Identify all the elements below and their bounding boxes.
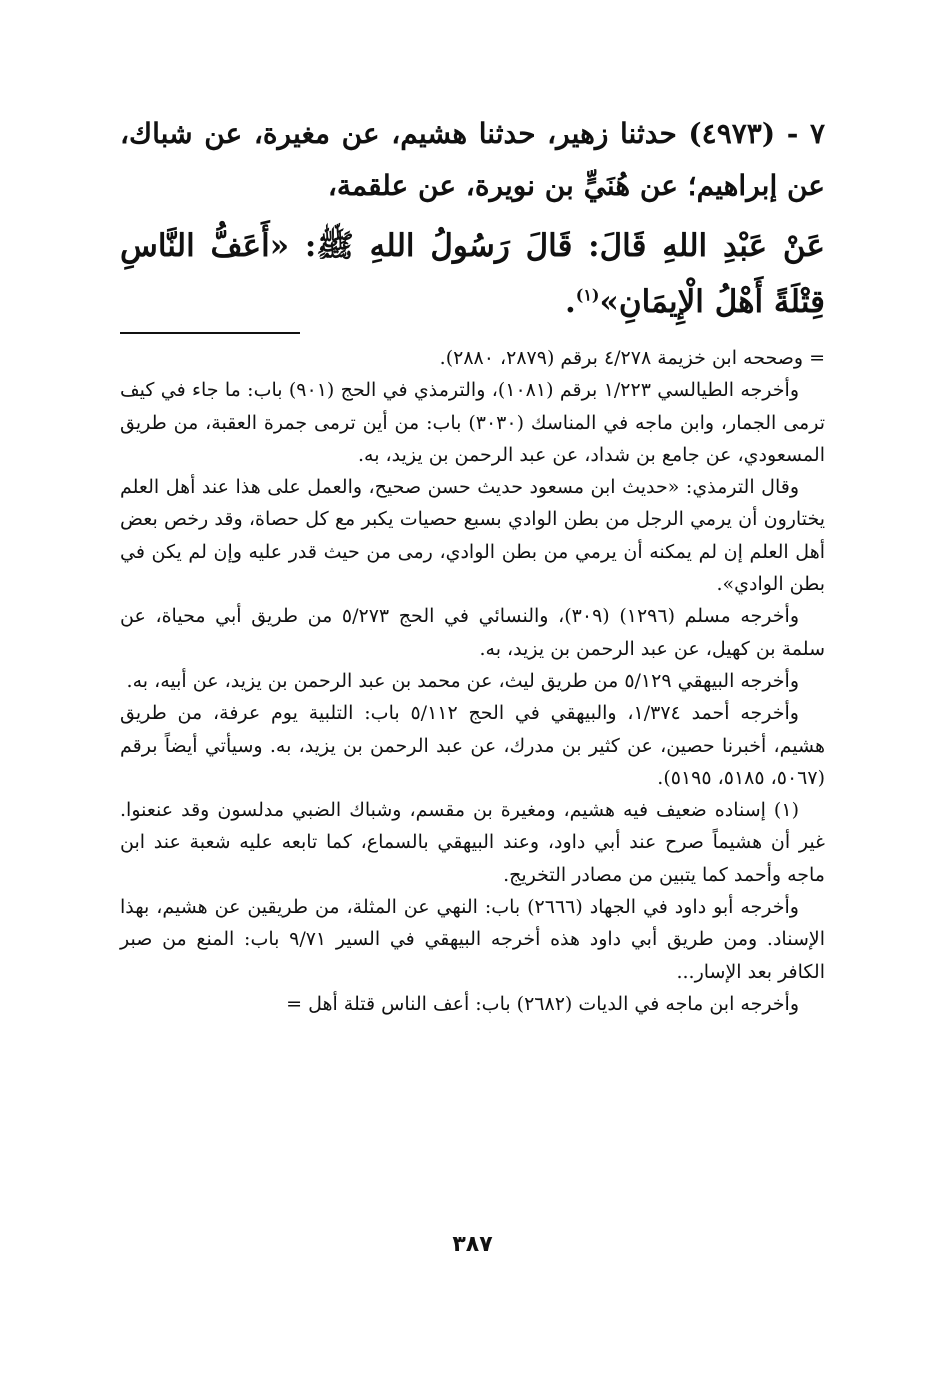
matn-intro: عَنْ عَبْدِ اللهِ قَالَ: قَالَ رَسُولُ اللهِ ﷺ: bbox=[289, 228, 825, 264]
notes-section bbox=[120, 342, 825, 1020]
matn-end: . bbox=[564, 284, 576, 320]
note-paragraph: وقال الترمذي: «حديث ابن مسعود حديث حسن صحيح، والعمل على هذا عند أهل العلم يختارون أن يرمي الرجل من بطن الوادي بسبع حصيات يكبر مع كل حصاة، وقد رخص بعض أهل العلم إن لم يمكنه أن يرمي من بطن الوادي، رمى من حيث قدر عليه وإن لم يكن في بطن الوادي». bbox=[120, 476, 825, 596]
note-paragraph: = وصححه ابن خزيمة ٤/٢٧٨ برقم (٢٨٧٩، ٢٨٨٠). bbox=[439, 347, 825, 369]
footnote-text: (١) إسناده ضعيف فيه هشيم، ومغيرة بن مقسم، وشباك الضبي مدلسون وقد عنعنوا. غير أن هشيماً صرح عند أبي داود، وعند البيهقي بالسماع، كما تابعه عليه شعبة عند ابن ماجه وأحمد كما يتبين من مصادر التخريج. bbox=[120, 799, 825, 886]
page-number: ٣٨٧ bbox=[452, 1232, 493, 1257]
note-paragraph: وأخرجه البيهقي ٥/١٢٩ من طريق ليث، عن محمد بن عبد الرحمن بن يزيد، عن أبيه، به. bbox=[126, 669, 799, 692]
note-paragraph: وأخرجه مسلم (١٢٩٦) (٣٠٩)، والنسائي في الحج ٥/٢٧٣ من طريق أبي محياة، عن سلمة بن كهيل، عن عبد الرحمن بن يزيد، به. bbox=[120, 605, 825, 660]
note-paragraph: وأخرجه أحمد ١/٣٧٤، والبيهقي في الحج ٥/١١٢ باب: التلبية يوم عرفة، من طريق هشيم، أخبرنا حصين، عن كثير بن مدرك، عن عبد الرحمن بن يزيد، به. وسيأتي أيضاً برقم (٥٠٦٧، ٥١٨٥، ٥١٩٥). bbox=[120, 702, 825, 789]
hadith-matn bbox=[120, 218, 825, 330]
note-paragraph: وأخرجه ابن ماجه في الديات (٢٦٨٢) باب: أعف الناس قتلة أهل = bbox=[286, 992, 799, 1015]
footnote-separator bbox=[120, 332, 300, 334]
footnote-reference: (١) bbox=[575, 285, 600, 305]
note-paragraph: وأخرجه الطيالسي ١/٢٢٣ برقم (١٠٨١)، والترمذي في الحج (٩٠١) باب: ما جاء في كيف ترمى الجمار، وابن ماجه في المناسك (٣٠٣٠) باب: من أين ترمى جمرة العقبة، من طريق المسعودي، عن جامع بن شداد، عن عبد الرحمن بن يزيد، به. bbox=[120, 379, 825, 466]
matn-quote: «أَعَفُّ النَّاسِ قِتْلَةً أَهْلُ الْإِيمَانِ» bbox=[120, 228, 825, 320]
note-paragraph: وأخرجه أبو داود في الجهاد (٢٦٦٦) باب: النهي عن المثلة، من طريقين عن هشيم، بهذا الإسناد. ومن طريق أبي داود هذه أخرجه البيهقي في السير ٩/٧١ باب: المنع من صبر الكافر بعد الإسار... bbox=[120, 896, 825, 983]
hadith-chain: ٧ - (٤٩٧٣) حدثنا زهير، حدثنا هشيم، عن مغيرة، عن شباك، عن إبراهيم؛ عن هُنَيٍّ بن نويرة، عن علقمة، bbox=[120, 117, 825, 202]
page-content bbox=[120, 108, 825, 1020]
